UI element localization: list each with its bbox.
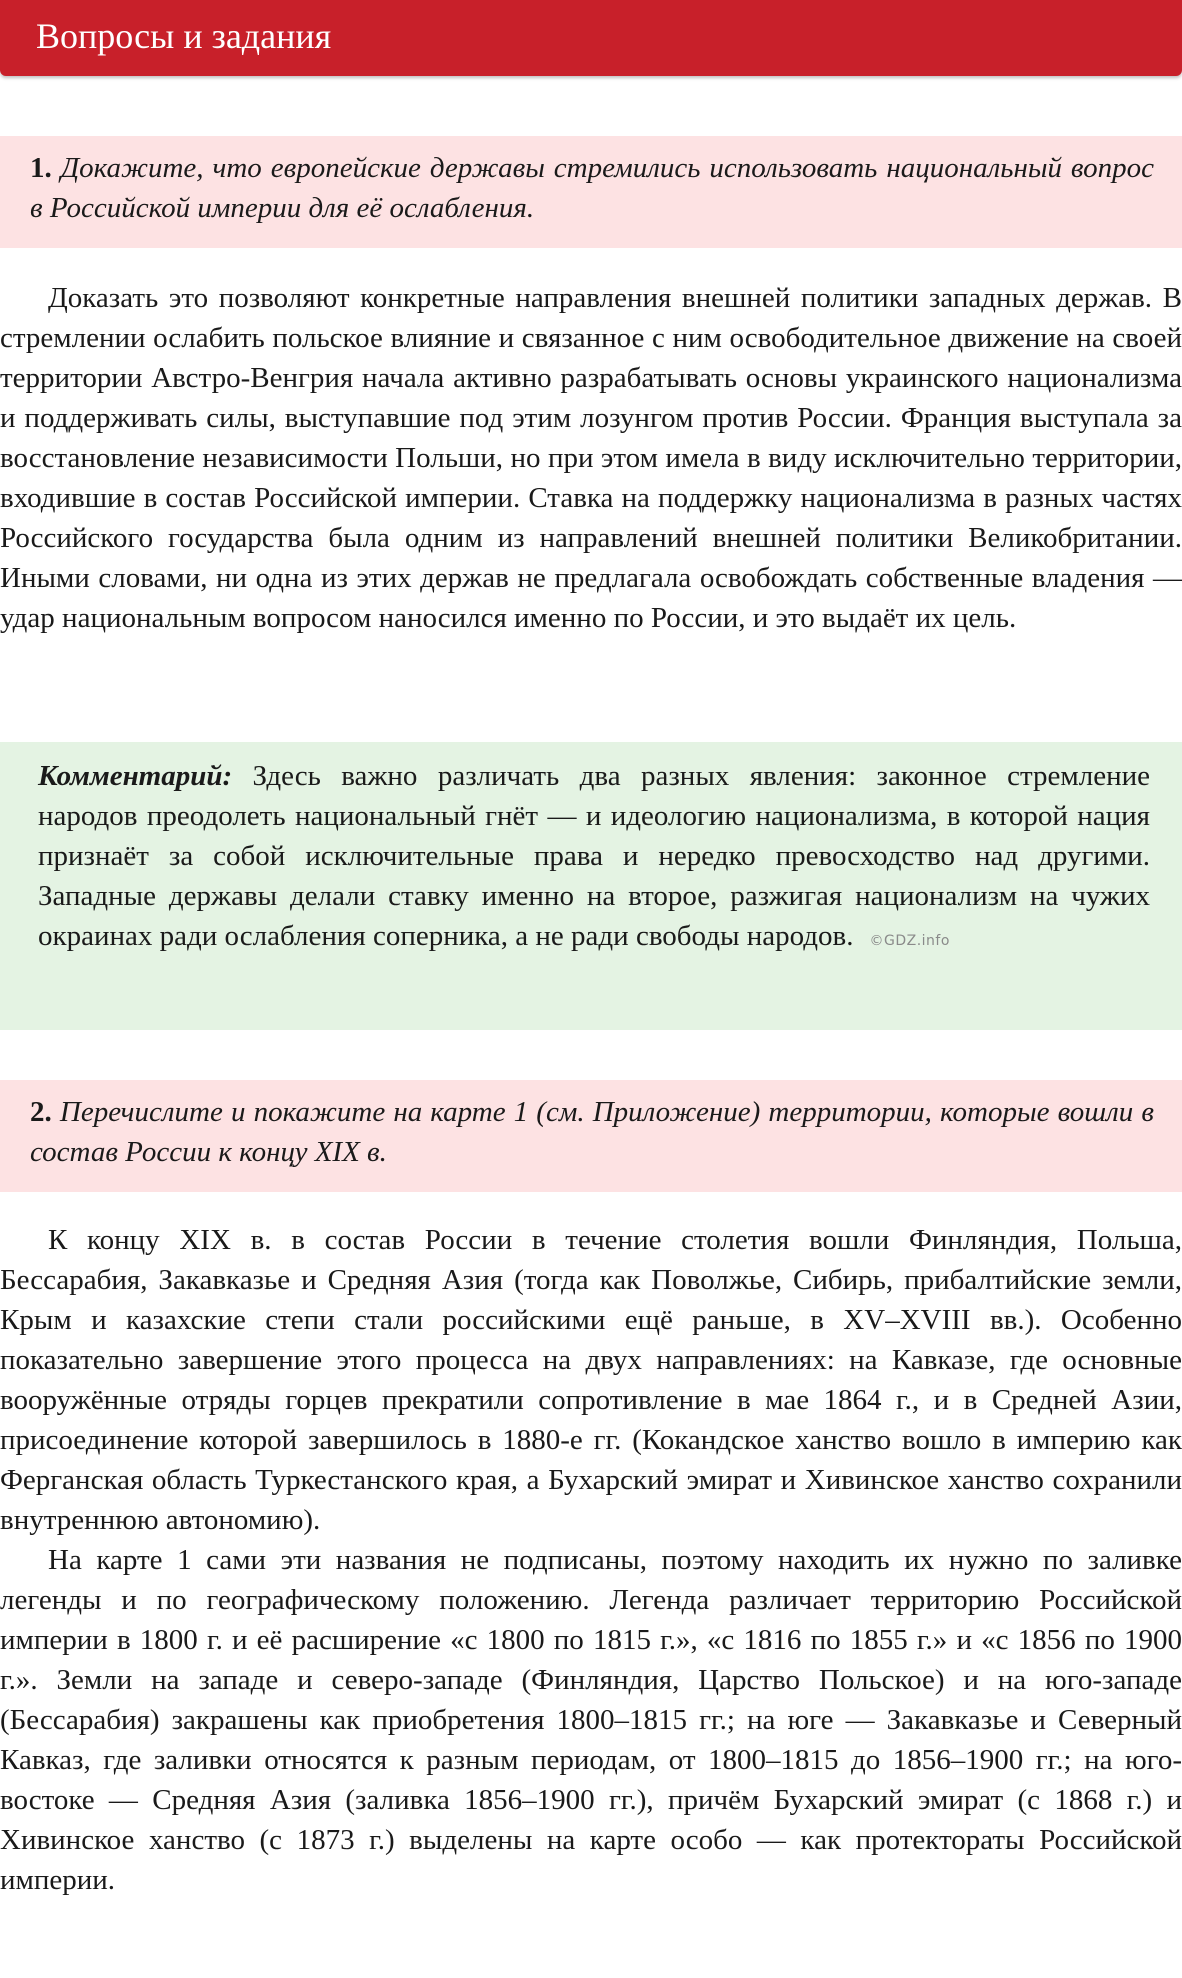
section-header — [0, 0, 1182, 76]
comment-label: Комментарий: — [38, 760, 233, 792]
answer-1-paragraph: Доказать это позволяют конкретные направления внешней политики западных держав. В стремлении ослабить польское влияние и связанное с ним освободительное движение на своей территории Австро-Венгрия начала активно разрабатывать основы украинского национализма и поддерживать силы, выступавшие под этим лозунгом против России. Франция выступала за восстановление независимости Польши, но при этом имела в виду исключительно территории, входившие в состав Российской империи. Ставка на поддержку национализма в разных частях Российского государства была одним из направлений внешней политики Великобритании. Иными словами, ни одна из этих держав не предлагала освобождать собственные владения — удар национальным вопросом наносился именно по России, и это выдаёт их цель. — [0, 282, 1182, 634]
answer-2 — [0, 1220, 1182, 1900]
question-1-number: 1. — [30, 152, 52, 184]
question-2 — [0, 1080, 1182, 1192]
comment-box — [0, 742, 1182, 1030]
question-2-text: Перечислите и покажите на карте 1 (см. Приложение) территории, которые вошли в состав России к концу XIX в. — [30, 1096, 1155, 1168]
answer-2-paragraph-2: На карте 1 сами эти названия не подписаны, поэтому находить их нужно по заливке легенды и по географическому положению. Легенда различает территорию Российской империи в 1800 г. и её расширение «с 1800 по 1815 г.», «с 1816 по 1855 г.» и «с 1856 по 1900 г.». Земли на западе и северо-западе (Финляндия, Царство Польское) и на юго-западе (Бессарабия) закрашены как приобретения 1800–1815 гг.; на юге — Закавказье и Северный Кавказ, где заливки относятся к разным периодам, от 1800–1815 до 1856–1900 гг.; на юго-востоке — Средняя Азия (заливка 1856–1900 гг.), причём Бухарский эмират (с 1868 г.) и Хивинское ханство (с 1873 г.) выделены на карте особо — как протектораты Российской империи. — [0, 1544, 1182, 1896]
question-2-number: 2. — [30, 1096, 52, 1128]
comment-text: Здесь важно различать два разных явления: законное стремление народов преодолеть национальный гнёт — и идеологию национализма, в которой нация признаёт за собой исключительные права и нередко превосходство над другими. Западные державы делали ставку именно на второе, разжигая национализм на чужих окраинах ради ослабления соперника, а не ради свободы народов. — [38, 760, 1151, 952]
question-1 — [0, 136, 1182, 248]
watermark: ©GDZ.info — [869, 933, 950, 949]
question-1-text: Докажите, что европейские державы стремились использовать национальный вопрос в Российской империи для её ослабления. — [30, 152, 1155, 224]
answer-2-paragraph-1: К концу XIX в. в состав России в течение столетия вошли Финляндия, Польша, Бессарабия, Закавказье и Средняя Азия (тогда как Поволжье, Сибирь, прибалтийские земли, Крым и казахские степи стали российскими ещё раньше, в XV–XVIII вв.). Особенно показательно завершение этого процесса на двух направлениях: на Кавказе, где основные вооружённые отряды горцев прекратили сопротивление в мае 1864 г., и в Средней Азии, присоединение которой завершилось в 1880-е гг. (Кокандское ханство вошло в империю как Ферганская область Туркестанского края, а Бухарский эмират и Хивинское ханство сохранили внутреннюю автономию). — [0, 1224, 1182, 1536]
answer-1 — [0, 278, 1182, 638]
section-title: Вопросы и задания — [36, 16, 332, 56]
